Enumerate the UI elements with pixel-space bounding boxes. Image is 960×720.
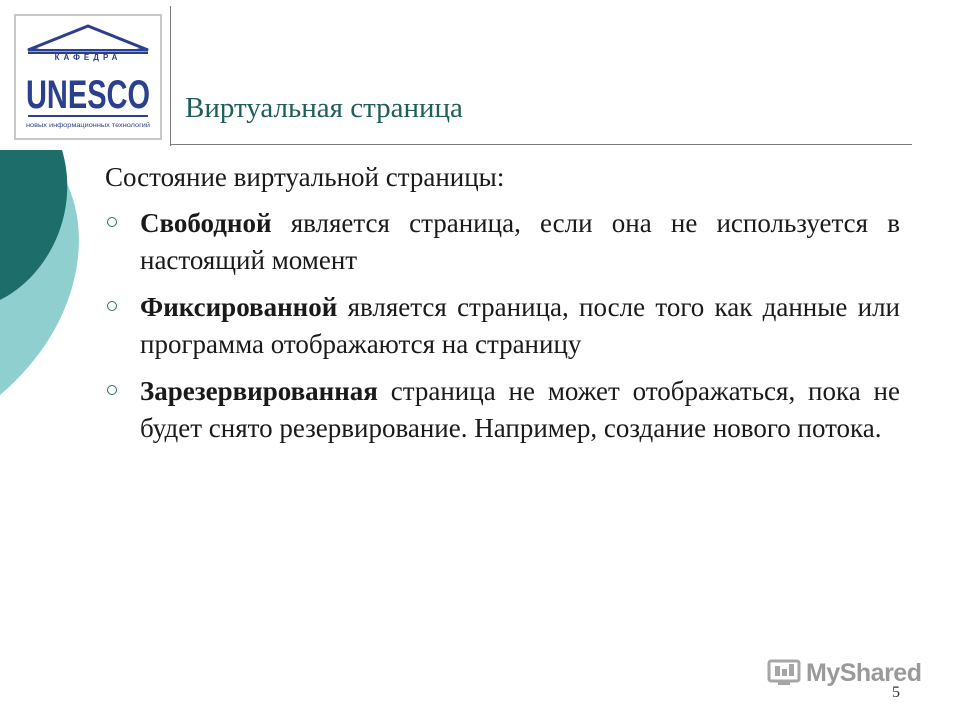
intro-text: Состояние виртуальной страницы: [105,162,505,192]
bullet-circle-icon [107,385,117,395]
bullet-text: является страница, после того как данные или программа отображаются на страницу [140,292,900,359]
bullet-text: является страница, если она не используется в настоящий момент [140,208,900,275]
bullet-list [105,205,900,457]
bullet-circle-icon [107,217,117,227]
bullet-bold-term: Свободной [140,208,272,238]
page-number: 5 [892,684,900,701]
list-item [105,373,900,447]
watermark-text: MyShared [806,659,922,687]
unesco-logo [14,14,162,140]
logo-small-text: новых информационных технологий [26,123,128,129]
list-item [105,289,900,363]
header-horizontal-divider [170,144,912,145]
logo-graphic [16,16,160,138]
header-vertical-divider [170,6,171,146]
logo-arc-text: КАФЕДРА [54,53,122,62]
bullet-text: страница не может отображаться, пока не будет снято резервирование. Например, создание нового потока. [140,376,900,443]
bullet-bold-term: Фиксированной [140,292,338,322]
bullet-circle-icon [107,301,117,311]
logo-main-text: UNESCO [26,73,150,117]
bullet-bold-term: Зарезервированная [140,376,378,406]
slide-title: Виртуальная страница [185,92,463,124]
list-item [105,205,900,279]
myshared-logo-icon [766,655,806,689]
